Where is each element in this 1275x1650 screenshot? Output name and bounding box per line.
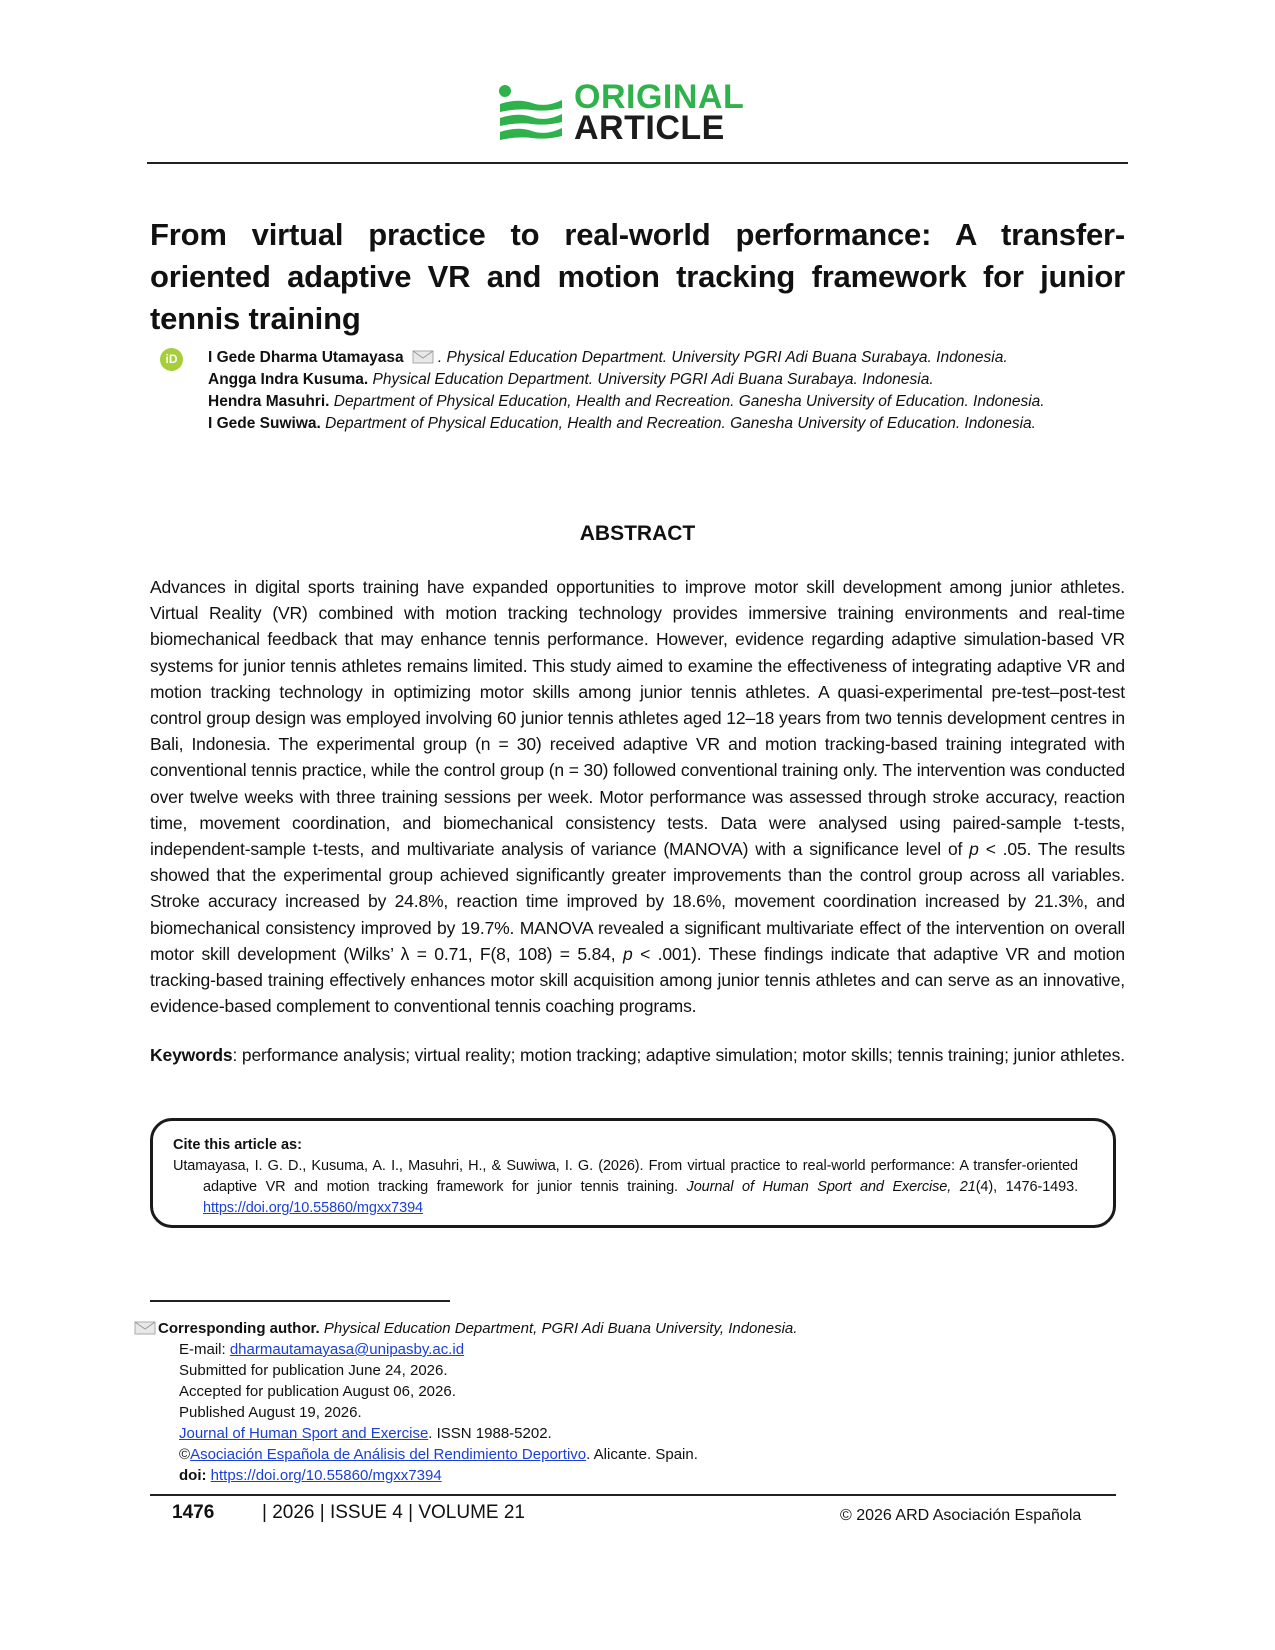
citation-issue-pages: (4), 1476-1493. bbox=[975, 1179, 1078, 1195]
published-date: Published August 19, 2026. bbox=[179, 1404, 362, 1421]
keywords-label: Keywords bbox=[150, 1045, 233, 1065]
corresponding-author-block bbox=[134, 1318, 1134, 1486]
header-divider bbox=[147, 162, 1128, 164]
citation-box bbox=[150, 1118, 1116, 1228]
author-entry bbox=[208, 391, 1108, 413]
author-name: I Gede Dharma Utamayasa bbox=[208, 349, 404, 366]
author-name: I Gede Suwiwa. bbox=[208, 415, 321, 432]
author-entry bbox=[208, 369, 1108, 391]
author-entry bbox=[208, 413, 1108, 435]
page-number: 1476 bbox=[172, 1502, 215, 1523]
author-affiliation: Department of Physical Education, Health and Recreation. Ganesha University of Education. Indonesia. bbox=[325, 415, 1036, 432]
abstract-heading: ABSTRACT bbox=[579, 522, 696, 545]
doi-line bbox=[134, 1465, 1134, 1486]
corresponding-author-line bbox=[134, 1318, 1134, 1339]
article-title: From virtual practice to real-world performance: A transfer-oriented adaptive VR and motion tracking framework for junior tennis training bbox=[150, 217, 1125, 336]
envelope-icon bbox=[412, 350, 434, 364]
author-name: Angga Indra Kusuma. bbox=[208, 371, 369, 388]
email-label: E-mail: bbox=[179, 1341, 226, 1358]
association-link[interactable]: Asociación Española de Análisis del Rendimiento Deportivo bbox=[190, 1446, 587, 1463]
doi-link[interactable]: https://doi.org/10.55860/mgxx7394 bbox=[210, 1467, 442, 1484]
abstract-body bbox=[150, 574, 1125, 1019]
logo-line-article: ARTICLE bbox=[574, 109, 725, 147]
envelope-icon bbox=[134, 1321, 156, 1335]
citation-doi-link[interactable]: https://doi.org/10.55860/mgxx7394 bbox=[203, 1200, 423, 1216]
journal-link[interactable]: Journal of Human Sport and Exercise bbox=[179, 1425, 429, 1442]
abstract-text: Advances in digital sports training have expanded opportunities to improve motor skill development among junior athletes. Virtual Reality (VR) combined with motion tracking technology provides immersive training environments and real-time biomechanical feedback that may enhance tennis performance. However, evidence regarding adaptive simulation-based VR systems for junior tennis athletes remains limited. This study aimed to examine the effectiveness of integrating adaptive VR and motion tracking technology in optimizing motor skills among junior tennis athletes. A quasi-experimental pre-test–post-test control group design was employed involving 60 junior tennis athletes aged 12–18 years from two tennis development centres in Bali, Indonesia. The experimental group (n = 30) received adaptive VR and motion tracking-based training integrated with conventional tennis practice, while the control group (n = 30) followed conventional training only. The intervention was conducted over twelve weeks with three training sessions per week. Motor performance was assessed through stroke accuracy, reaction time, movement coordination, and biomechanical consistency tests. Data were analysed using paired-sample t-tests, independent-sample t-tests, and multivariate analysis of variance (MANOVA) with a significance level of bbox=[150, 577, 1125, 860]
corresponding-author-label: Corresponding author. bbox=[158, 1320, 320, 1337]
email-line bbox=[134, 1339, 1134, 1360]
footer-copyright: © 2026 ARD Asociación Española bbox=[840, 1507, 1082, 1524]
original-article-logo bbox=[498, 78, 798, 150]
journal-stripes-icon bbox=[498, 84, 564, 146]
email-link[interactable]: dharmautamayasa@unipasby.ac.id bbox=[229, 1341, 465, 1358]
citation-journal: Journal of Human Sport and Exercise, 21 bbox=[686, 1179, 976, 1195]
issn-text: . ISSN 1988-5202. bbox=[428, 1425, 552, 1442]
author-name: Hendra Masuhri. bbox=[208, 393, 330, 410]
copyright-symbol: © bbox=[179, 1446, 191, 1463]
orcid-icon[interactable]: iD bbox=[160, 348, 183, 371]
author-list bbox=[208, 347, 1108, 435]
author-affiliation: Physical Education Department. University PGRI Adi Buana Surabaya. Indonesia. bbox=[372, 371, 934, 388]
citation-authors-title: Utamayasa, I. G. D., Kusuma, A. I., Masuhri, H., & Suwiwa, I. G. (2026). From virtual practice to real-world performance: A transfer-oriented adaptive VR and motion tracking framework for junior tennis training. bbox=[173, 1158, 1078, 1195]
p-value-symbol: p bbox=[623, 943, 633, 964]
association-place: . Alicante. Spain. bbox=[586, 1446, 698, 1463]
author-affiliation: . Physical Education Department. University PGRI Adi Buana Surabaya. Indonesia. bbox=[437, 349, 1008, 366]
keywords-list: : performance analysis; virtual reality; motion tracking; adaptive simulation; motor skills; tennis training; junior athletes. bbox=[232, 1045, 1125, 1065]
citation-content bbox=[173, 1135, 1078, 1219]
submitted-date: Submitted for publication June 24, 2026. bbox=[179, 1362, 448, 1379]
logo-wordmark bbox=[574, 78, 745, 147]
citation-title: Cite this article as: bbox=[173, 1137, 302, 1153]
author-affiliation: Department of Physical Education, Health and Recreation. Ganesha University of Education. Indonesia. bbox=[333, 393, 1045, 410]
accepted-date: Accepted for publication August 06, 2026. bbox=[179, 1383, 456, 1400]
issue-info: | 2026 | ISSUE 4 | VOLUME 21 bbox=[262, 1502, 525, 1523]
abstract-text: < .05. The results showed that the experimental group achieved significantly greater improvements than the control group across all variables. Stroke accuracy increased by 24.8%, reaction time improved by 18.6%, movement coordination increased by 21.3%, and biomechanical consistency improved by 19.7%. MANOVA revealed a significant multivariate effect of the intervention on overall motor skill development (Wilks’ λ = 0.71, F(8, 108) = 5.84, bbox=[150, 839, 1126, 964]
p-value-symbol: p bbox=[969, 839, 979, 860]
corresponding-affiliation: Physical Education Department, PGRI Adi Buana University, Indonesia. bbox=[323, 1320, 798, 1337]
doi-label: doi: bbox=[179, 1467, 207, 1484]
abstract-text: < .001). These findings indicate that adaptive VR and motion tracking-based training effectively enhances motor skill acquisition among junior tennis athletes and can serve as an innovative, evidence-based complement to conventional tennis coaching programs. bbox=[150, 943, 1125, 1017]
logo-line-original: ORIGINAL bbox=[574, 78, 745, 116]
footnote-divider bbox=[150, 1300, 450, 1302]
author-entry bbox=[208, 347, 1108, 369]
keywords bbox=[150, 1042, 1125, 1068]
citation-reference bbox=[173, 1156, 1078, 1219]
journal-line bbox=[134, 1423, 1134, 1444]
association-line bbox=[134, 1444, 1134, 1465]
footer-divider bbox=[150, 1494, 1116, 1496]
